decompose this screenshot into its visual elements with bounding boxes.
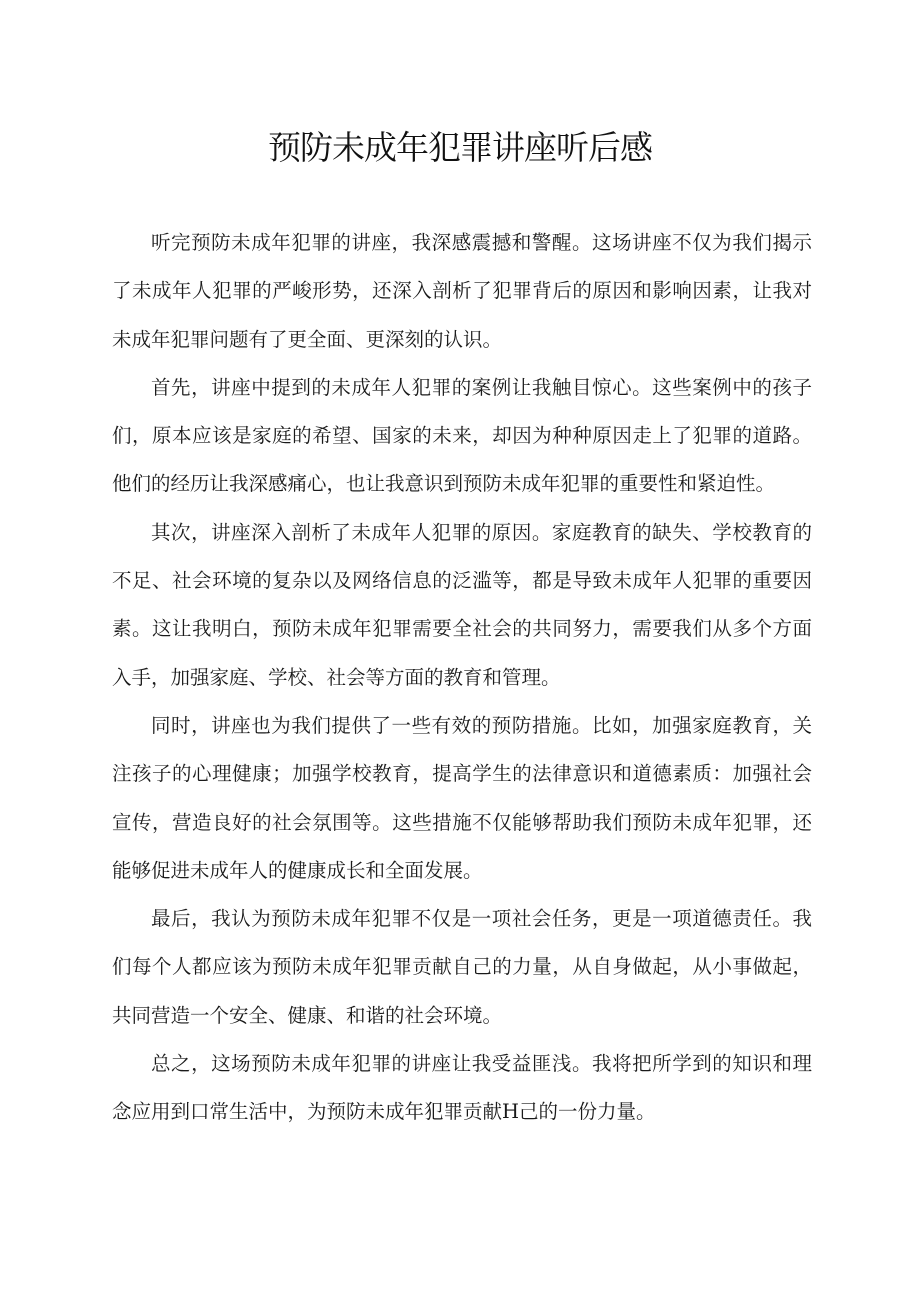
paragraph-5: 最后，我认为预防未成年犯罪不仅是一项社会任务，更是一项道德责任。我们每个人都应该为预防未成年犯罪贡献自己的力量，从自身做起，从小事做起，共同营造一个安全、健康、和谐的社会环境。	[112, 907, 812, 1027]
paragraph-4: 同时，讲座也为我们提供了一些有效的预防措施。比如，加强家庭教育，关注孩子的心理健康；加强学校教育，提高学生的法律意识和道德素质：加强社会宣传，营造良好的社会氛围等。这些措施不仅能够帮助我们预防未成年犯罪，还能够促进未成年人的健康成长和全面发展。	[112, 713, 812, 882]
paragraph-2: 首先，讲座中提到的未成年人犯罪的案例让我触目惊心。这些案例中的孩子们，原本应该是家庭的希望、国家的未来，却因为种种原因走上了犯罪的道路。他们的经历让我深感痛心，也让我意识到预防未成年犯罪的重要性和紧迫性。	[112, 375, 812, 496]
document-body	[112, 219, 812, 1137]
paragraph-3: 其次，讲座深入剖析了未成年人犯罪的原因。家庭教育的缺失、学校教育的不足、社会环境的复杂以及网络信息的泛滥等，都是导致未成年人犯罪的重要因素。这让我明白，预防未成年犯罪需要全社会的共同努力，需要我们从多个方面入手，加强家庭、学校、社会等方面的教育和管理。	[112, 520, 812, 689]
document-title: 预防未成年犯罪讲座听后感	[268, 128, 652, 167]
paragraph-1: 听完预防未成年犯罪的讲座，我深感震撼和警醒。这场讲座不仅为我们揭示了未成年人犯罪的严峻形势，还深入剖析了犯罪背后的原因和影响因素，让我对未成年犯罪问题有了更全面、更深刻的认识。	[112, 231, 812, 351]
paragraph-6: 总之，这场预防未成年犯罪的讲座让我受益匪浅。我将把所学到的知识和理念应用到口常生活中，为预防未成年犯罪贡献H己的一份力量。	[112, 1052, 812, 1124]
